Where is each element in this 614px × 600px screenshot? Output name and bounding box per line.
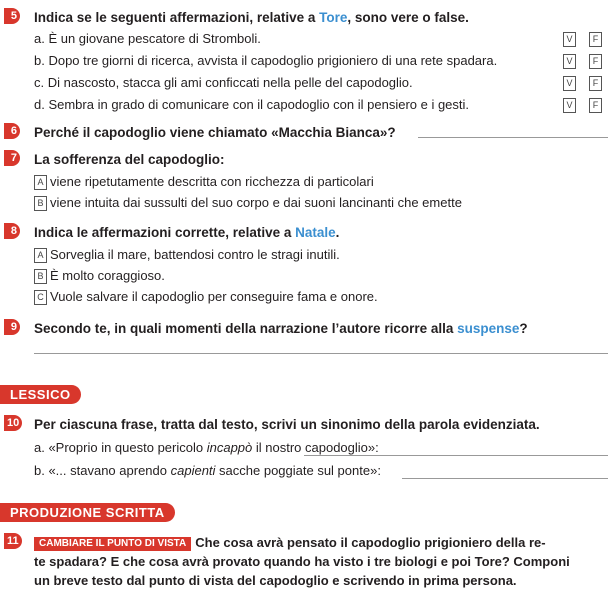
option-letter[interactable]: B xyxy=(34,269,47,284)
question-11 xyxy=(4,533,610,595)
true-checkbox[interactable]: V xyxy=(563,54,576,69)
option-letter[interactable]: A xyxy=(34,248,47,263)
question-text: La sofferenza del capodoglio: xyxy=(34,152,225,167)
highlighted-word: incappò xyxy=(206,440,253,455)
option-b[interactable]: B È molto coraggioso. xyxy=(34,267,604,285)
option-letter[interactable]: A xyxy=(34,175,47,190)
question-text: Perché il capodoglio viene chiamato «Macchia Bianca»? xyxy=(34,125,396,140)
option-a[interactable]: A Sorveglia il mare, battendosi contro le stragi inutili. xyxy=(34,246,604,264)
highlighted-word: suspense xyxy=(457,321,520,336)
question-7 xyxy=(4,150,610,212)
question-5 xyxy=(4,8,610,112)
tf-item-b: b. Dopo tre giorni di ricerca, avvista il capodoglio prigioniero di una rete spadara. V F xyxy=(34,52,604,70)
option-c[interactable]: C Vuole salvare il capodoglio per conseguire fama e onore. xyxy=(34,288,604,306)
answer-line[interactable] xyxy=(418,137,608,138)
item-a: a. «Proprio in questo pericolo incappò il nostro capodoglio»: xyxy=(34,440,379,455)
question-text: CAMBIARE IL PUNTO DI VISTA Che cosa avrà pensato il capodoglio prigioniero della re- te spadara? E che cosa avrà provato quando ha visto i tre biologi e poi Tore? Componi un breve testo dal punto di vista del capodoglio e scrivendo in prima persona. xyxy=(34,535,570,588)
question-text: Indica le affermazioni corrette, relative a Natale. xyxy=(34,225,340,240)
question-number: 10 xyxy=(4,415,22,431)
section-produzione-scritta: PRODUZIONE SCRITTA xyxy=(0,503,175,522)
answer-line[interactable] xyxy=(34,353,608,354)
tf-item-a: a. È un giovane pescatore di Stromboli. V F xyxy=(34,30,604,48)
question-number: 6 xyxy=(4,123,20,139)
option-a[interactable]: A viene ripetutamente descritta con ricchezza di particolari xyxy=(34,173,604,191)
question-text: Per ciascuna frase, tratta dal testo, scrivi un sinonimo della parola evidenziata. xyxy=(34,417,540,432)
question-number: 11 xyxy=(4,533,22,549)
tf-item-d: d. Sembra in grado di comunicare con il capodoglio con il pensiero e i gesti. V F xyxy=(34,96,604,114)
character-name: Natale xyxy=(295,225,336,240)
question-number: 8 xyxy=(4,223,20,239)
question-number: 5 xyxy=(4,8,20,24)
answer-line[interactable] xyxy=(304,455,608,456)
item-b: b. «... stavano aprendo capienti sacche poggiate sul ponte»: xyxy=(34,463,381,478)
question-text: Indica se le seguenti affermazioni, relative a Tore, sono vere o false. xyxy=(34,10,469,25)
activity-tag: CAMBIARE IL PUNTO DI VISTA xyxy=(34,537,191,551)
section-lessico: LESSICO xyxy=(0,385,81,404)
question-text: Secondo te, in quali momenti della narrazione l’autore ricorre alla suspense? xyxy=(34,321,528,336)
question-number: 9 xyxy=(4,319,20,335)
question-9 xyxy=(4,319,610,359)
true-checkbox[interactable]: V xyxy=(563,98,576,113)
false-checkbox[interactable]: F xyxy=(589,32,602,47)
false-checkbox[interactable]: F xyxy=(589,54,602,69)
option-letter[interactable]: B xyxy=(34,196,47,211)
question-10 xyxy=(4,415,610,480)
answer-line[interactable] xyxy=(402,478,608,479)
false-checkbox[interactable]: F xyxy=(589,76,602,91)
highlighted-word: capienti xyxy=(170,463,216,478)
true-checkbox[interactable]: V xyxy=(563,76,576,91)
question-number: 7 xyxy=(4,150,20,166)
tf-item-c: c. Di nascosto, stacca gli ami conficcati nella pelle del capodoglio. V F xyxy=(34,74,604,92)
character-name: Tore xyxy=(319,10,348,25)
false-checkbox[interactable]: F xyxy=(589,98,602,113)
option-b[interactable]: B viene intuita dai sussulti del suo corpo e dai suoni lancinanti che emette xyxy=(34,194,604,212)
true-checkbox[interactable]: V xyxy=(563,32,576,47)
option-letter[interactable]: C xyxy=(34,290,47,305)
question-6 xyxy=(4,123,610,143)
question-8 xyxy=(4,223,610,308)
